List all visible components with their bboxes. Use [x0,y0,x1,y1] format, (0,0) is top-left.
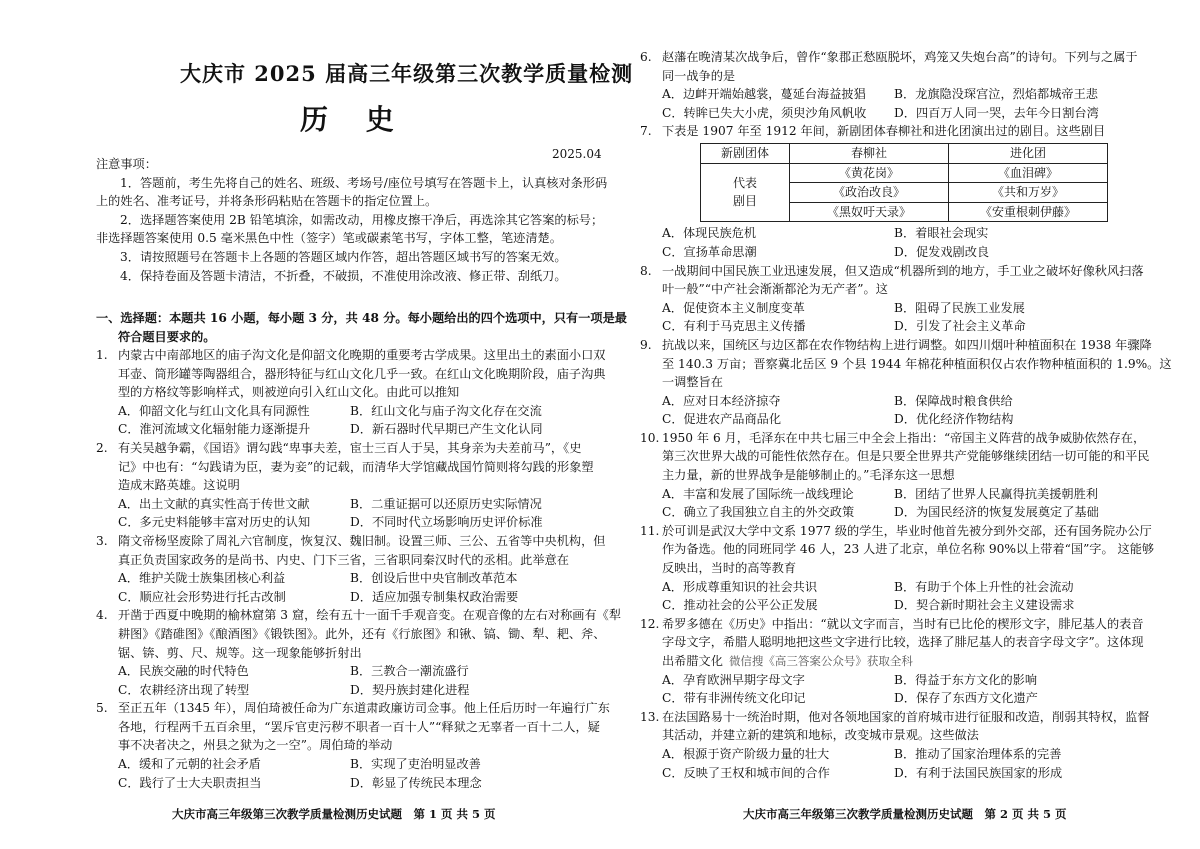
answer-option: D．保存了东西方文化遗产 [894,691,1038,706]
question-stem-line [96,644,621,663]
question-stem-line [640,726,1172,745]
table-row-label [701,163,790,222]
question-stem-text: 抗战以来，国统区与边区都在农作物结构上进行调整。如四川烟叶种植面积在 1938 年骤降 [662,337,1152,352]
question-stem-line [96,458,621,477]
question-options [96,662,621,699]
answer-option: D．有利于法国民族国家的形成 [894,765,1063,780]
table-cell: 《政治改良》 [790,183,949,203]
question-item [640,708,1172,782]
question-stem-text: 锯、锛、剪、尺、规等。这一现象能够折射出 [118,645,362,660]
question-item [640,48,1172,122]
notice-line: 2．选择题答案使用 2B 铅笔填涂，如需改动，用橡皮擦干净后，再选涂其它答案的标号； [120,212,604,227]
subject-title: 历 史 [300,103,408,136]
table-cell: 《血泪碑》 [949,163,1108,183]
question-stem-line [640,466,1172,485]
question-item [640,522,1172,615]
question-number: 12. [640,616,660,631]
answer-option: B．得益于东方文化的影响 [894,672,1038,687]
answer-option: D．引发了社会主义革命 [894,319,1026,334]
answer-option: A．维护关陇士族集团核心利益 [118,571,286,586]
answer-option: A．民族交融的时代特色 [118,664,249,679]
question-options [96,569,621,606]
answer-option: A．仰韶文化与红山文化具有同源性 [118,403,310,418]
table-header-cell: 春柳社 [790,143,949,163]
question-options [96,755,621,792]
question-stem-line [96,736,621,755]
answer-option: B．实现了吏治明显改善 [350,757,481,772]
answer-option: D．契合新时期社会主义建设需求 [894,598,1075,613]
answer-option: A．丰富和发展了国际统一战线理论 [662,486,854,501]
question-stem-line [640,540,1172,559]
question-item [96,439,621,532]
question-stem-text: 真正负责国家政务的是尚书、内史、门下三省，三省职同秦汉时代的丞相。此举意在 [118,552,569,567]
question-stem-line [640,262,1172,281]
footer-right: 大庆市高三年级第三次教学质量检测历史试题 第 2 页 共 5 页 [743,807,1067,821]
question-stem-line [96,476,621,495]
table-cell: 《黑奴吁天录》 [790,202,949,222]
answer-option: C．推动社会的公平公正发展 [662,598,818,613]
answer-option: D．适应加强专制集权政治需要 [350,589,519,604]
answer-option: B．推动了国家治理体系的完善 [894,746,1062,761]
answer-option: B．红山文化与庙子沟文化存在交流 [350,403,542,418]
section-line: 一、选择题：本题共 16 小题，每小题 3 分，共 48 分。每小题给出的四个选项中，只有一项是最 [96,311,627,325]
answer-option: C．宣扬革命思潮 [662,244,757,259]
answer-option: D．契丹族封建化进程 [350,682,470,697]
question-stem-line [640,280,1172,299]
answer-option: D．促发戏剧改良 [894,244,990,259]
answer-option: B．二重证据可以还原历史实际情况 [350,496,542,511]
question-stem-text: 在法国路易十一统治时期，他对各领地国家的首府城市进行征服和改造，削弱其特权，监督 [662,709,1150,724]
question-stem-line [640,633,1172,652]
question-number: 8. [640,263,652,278]
notice-heading: 注意事项： [96,157,157,171]
table-cell: 《黄花岗》 [790,163,949,183]
question-stem-line [640,447,1172,466]
answer-option: A．形成尊重知识的社会共识 [662,579,818,594]
question-stem-line [640,336,1172,355]
question-stem-text: 开凿于西夏中晚期的榆林窟第 3 窟，绘有五十一面千手观音变。在观音像的左右对称画有《犁 [118,608,622,623]
question-stem-line [640,373,1172,392]
answer-option: D．新石器时代早期已产生文化认同 [350,422,543,437]
section-heading [96,309,627,346]
drama-table-holder [640,141,1172,224]
answer-option: B．团结了世界人民赢得抗美援朝胜利 [894,486,1098,501]
answer-option: B．阻碍了民族工业发展 [894,300,1025,315]
question-stem-line [640,355,1172,374]
question-stem-text: 主力量，新的世界战争是能够制止的。”毛泽东这一思想 [662,468,955,483]
question-options [96,402,621,439]
notice-line: 4．保持卷面及答题卡清洁，不折叠，不破损，不准使用涂改液、修正带、刮纸刀。 [120,268,567,283]
question-stem-line [96,625,621,644]
question-stem-text: 一战期间中国民族工业迅速发展，但又造成“机器所到的地方，手工业之破坏好像秋风扫落 [662,263,1144,278]
question-options [640,671,1172,708]
question-list-left [96,346,621,792]
table-cell: 《共和万岁》 [949,183,1108,203]
question-options [640,85,1172,122]
question-item [96,532,621,606]
notice-line: 上的姓名、准考证号，并将条形码粘贴在答题卡的指定位置上。 [96,194,438,209]
answer-option: C．带有非洲传统文化印记 [662,691,806,706]
notice-line: 非选择题答案使用 0.5 毫米黑色中性（签字）笔或碳素笔书写，字体工整，笔迹清楚。 [96,231,562,246]
question-stem-text: 内蒙古中南部地区的庙子沟文化是仰韶文化晚期的重要考古学成果。这里出土的素面小口双 [118,348,606,362]
row-label-line: 剧目 [732,194,757,209]
question-stem-line [640,615,1172,634]
answer-option: A．边衅开端始越裳，蔓延台海益披猖 [662,87,866,102]
question-stem-text: 出希腊文化 [662,654,723,668]
question-stem-text: 赵藩在晚清某次战争后，曾作“象郡正愁瓯脱坏，鸡笼又失炮台高”的诗句。下列与之属于 [662,50,1138,64]
question-stem-text: 其活动，并建立新的建筑和地标，改变城市景观。这些做法 [662,728,979,743]
answer-option: D．彰显了传统民本理念 [350,775,482,790]
question-item [96,606,621,699]
question-item [640,336,1172,429]
question-stem-text: 同一战争的是 [662,68,736,83]
question-options [640,745,1172,782]
question-stem-text: 型的方格纹等影响样式，则被逆向引入红山文化。由此可以推知 [118,385,460,400]
question-stem-line [96,606,621,625]
question-stem-line [640,429,1172,448]
question-list-right [640,48,1172,782]
answer-option: A．根源于资产阶级力量的壮大 [662,746,830,761]
question-item [640,122,1172,261]
answer-option: A．出土文献的真实性高于传世文献 [118,496,310,511]
question-options [640,299,1172,336]
question-number: 1. [96,348,108,362]
question-number: 3. [96,533,108,548]
question-stem-line [640,708,1172,727]
question-stem-text: 下表是 1907 年至 1912 年间，新剧团体春柳社和进化团演出过的剧目。这些剧目 [662,124,1106,139]
footer-left: 大庆市高三年级第三次教学质量检测历史试题 第 1 页 共 5 页 [172,807,496,821]
answer-option: C．农耕经济出现了转型 [118,682,250,697]
question-stem-text: 字母文字，希腊人聪明地把这些文字进行比较，选择了腓尼基人的表音字母文字”。这体现 [662,635,1144,650]
table-cell: 《安重根刺伊藤》 [949,202,1108,222]
question-stem-line [96,439,621,458]
answer-option: C．淮河流域文化辐射能力逐渐提升 [118,422,311,437]
question-stem-text: 作为备选。他的同班同学 46 人，23 人进了北京，单位名称 90%以上带着“国”字。 这能够 [662,542,1155,557]
exam-page-right [600,0,1200,849]
answer-option: A．缓和了元朝的社会矛盾 [118,757,261,772]
question-stem-line [640,559,1172,578]
question-stem-text: 有关吴越争霸，《国语》谓勾践“卑事夫差，宦士三百人于吴，其身亲为夫差前马”，《史 [118,440,582,455]
answer-option: D．为国民经济的恢复发展奠定了基础 [894,505,1099,520]
question-stem-line [96,532,621,551]
question-stem-line [640,67,1172,86]
answer-option: B．三教合一潮流盛行 [350,664,469,679]
row-label-line: 代表 [732,175,757,190]
question-stem-line [96,346,621,365]
question-stem-text: 耕图》《踏碓图》《酿酒图》《锻铁图》。此外，还有《行旅图》和锹、镐、锄、犁、耙、斧、 [118,626,606,641]
answer-option: C．有利于马克思主义传播 [662,319,806,334]
section-line: 符合题目要求的。 [118,329,216,344]
question-stem-text: 希罗多德在《历史》中指出：“就以文字而言，当时有已比伦的楔形文字，腓尼基人的表音 [662,616,1144,631]
question-stem-line [96,551,621,570]
question-stem-text: 第三次世界大战的可能性依然存在。但是只要全世界共产党能够继续团结一切可能的和平民 [662,449,1150,464]
notice-line: 1．答题前，考生先将自己的姓名、班级、考场号/座位号填写在答题卡上，认真核对条形码 [120,175,608,190]
question-stem-text: 反映出，当时的高等教育 [662,561,797,576]
watermark-text: 微信搜《高三答案公众号》获取全科 [728,654,913,668]
question-number: 11. [640,523,660,538]
question-stem-line [640,522,1172,541]
question-stem-line [96,699,621,718]
table-header-cell: 进化团 [949,143,1108,163]
answer-option: D．四百万人同一哭，去年今日割台湾 [894,105,1099,120]
answer-option: A．应对日本经济掠夺 [662,393,781,408]
answer-option: B．创设后世中央官制改革范本 [350,571,518,586]
question-number: 10. [640,430,660,445]
exam-date: 2025.04 [552,147,602,161]
question-number: 6. [640,50,652,64]
answer-option: C．顺应社会形势进行托古改制 [118,589,286,604]
question-number: 5. [96,701,108,716]
question-stem-text: 一调整旨在 [662,375,723,390]
question-number: 7. [640,124,652,139]
question-item [640,615,1172,708]
question-number: 4. [96,608,108,623]
question-stem-text: 至正五年（1345 年），周伯琦被任命为广东道肃政廉访司佥事。他上任后历时一年遍行广东 [118,701,610,716]
question-options [640,392,1172,429]
question-options [640,578,1172,615]
question-stem-text: 各地，行程两千五百余里，“罢斥官吏污秽不职者一百十人”“释狱之无辜者一百十二人，疑 [118,719,600,734]
answer-option: C．确立了我国独立自主的外交政策 [662,505,855,520]
answer-option: A．体现民族危机 [662,226,757,241]
notice-line: 3．请按照题号在答题卡上各题的答题区域内作答，超出答题区域书写的答案无效。 [120,249,567,264]
question-item [640,429,1172,522]
answer-option: B．龙旗隐没琛宫泣，烈焰都城帝王悲 [894,87,1098,102]
question-stem-line [640,122,1172,141]
question-stem-line [640,48,1172,67]
question-number: 13. [640,709,660,724]
question-stem-text: 叶一般”“中产社会渐渐都沦为无产者”。这 [662,282,888,297]
question-options [640,224,1172,261]
question-number: 2. [96,440,108,455]
answer-option: B．保障战时粮食供给 [894,393,1013,408]
answer-option: A．孕育欧洲早期字母文字 [662,672,805,687]
question-stem-text: 耳壶、筒形罐等陶器组合，器形特征与红山文化几乎一致。在红山文化晚期阶段，庙子沟典 [118,366,606,381]
question-stem-line [96,718,621,737]
answer-option: C．反映了王权和城市间的合作 [662,765,830,780]
question-stem-text: 隋文帝杨坚废除了周礼六官制度，恢复汉、魏旧制。设置三师、三公、五省等中央机构，但 [118,533,606,548]
question-stem-text: 1950 年 6 月，毛泽东在中共七届三中全会上指出：“帝国主义阵营的战争威胁依然存在， [662,430,1146,445]
answer-option: C．多元史料能够丰富对历史的认知 [118,515,311,530]
question-stem-text: 於可训是武汉大学中文系 1977 级的学生，毕业时他首先被分到外交部，还有国务院办公厅 [662,523,1152,538]
question-number: 9. [640,337,652,352]
question-stem-text: 事不决者决之，州县之狱为之一空”。周伯琦的举动 [118,738,393,753]
answer-option: D．优化经济作物结构 [894,412,1014,427]
answer-option: B．着眼社会现实 [894,226,989,241]
answer-option: C．转眸已失大小虎，须臾沙角风帆收 [662,105,867,120]
answer-option: B．有助于个体上升性的社会流动 [894,579,1074,594]
answer-option: A．促使资本主义制度变革 [662,300,805,315]
question-item [640,262,1172,336]
answer-option: C．促进农产品商品化 [662,412,782,427]
answer-option: C．践行了士大夫职责担当 [118,775,262,790]
question-stem-text: 造成末路英雄。这说明 [118,478,240,493]
question-stem-text: 记》中也有：“勾践请为臣，妻为妾”的记载，而清华大学馆藏战国竹简则将勾践的形象塑 [118,459,594,474]
question-stem-text: 至 140.3 万亩；晋察冀北岳区 9 个县 1944 年棉花种植面积仅占农作物种植面积的 1.9%。这 [662,356,1172,371]
table-header-cell: 新剧团体 [701,143,790,163]
notice-section [96,155,607,285]
question-options [96,495,621,532]
exam-title: 大庆市 2025 届高三年级第三次教学质量检测 [180,61,634,86]
question-options [640,485,1172,522]
question-stem-line [96,383,621,402]
question-item [96,699,621,792]
question-item [96,346,621,439]
question-stem-line [640,652,1172,671]
answer-option: D．不同时代立场影响历史评价标准 [350,515,543,530]
question-stem-line [96,365,621,384]
drama-table [700,143,1108,222]
